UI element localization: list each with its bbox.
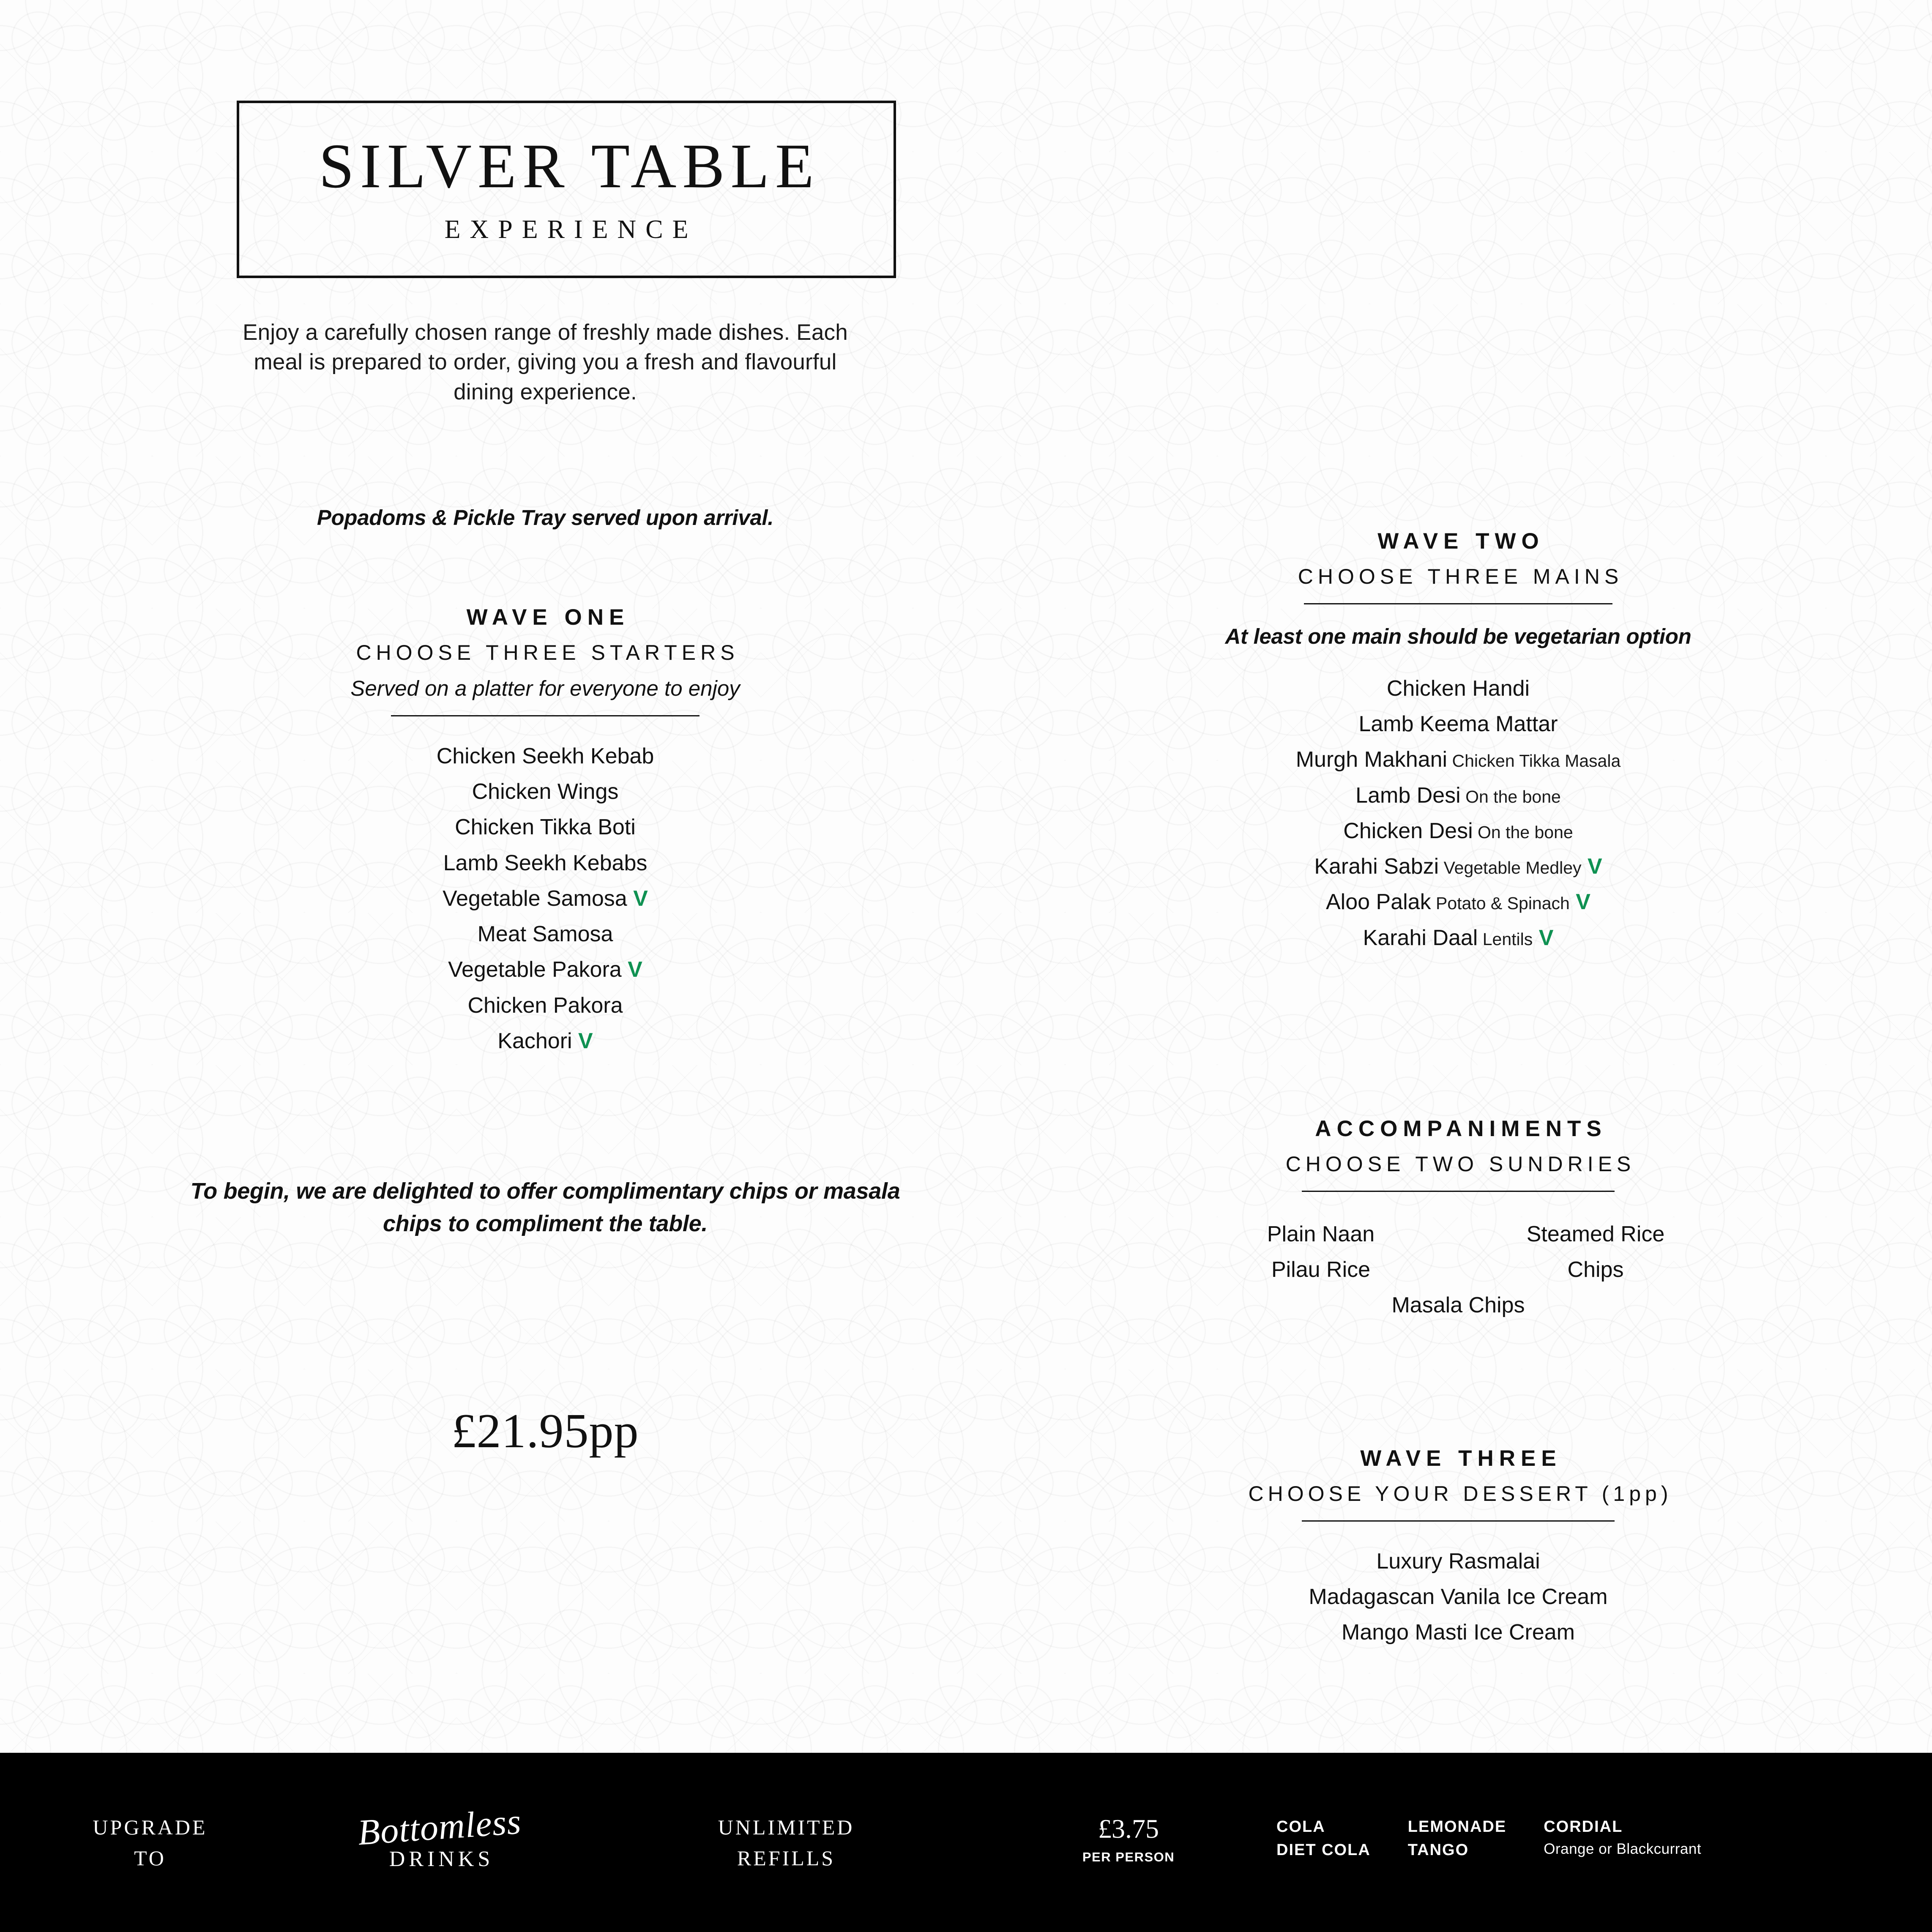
menu-item (203, 881, 888, 916)
footer-unlimited-refills (668, 1812, 905, 1873)
intro-paragraph: Enjoy a carefully chosen range of freshly made dishes. Each meal is prepared to order, giving you a fresh and flavourful dining experience. (243, 320, 848, 404)
wave-two-section (1044, 528, 1872, 956)
menu-item-name: Aloo Palak (1326, 890, 1431, 915)
menu-item-description: On the bone (1473, 822, 1573, 842)
footer-upgrade-line1: UPGRADE (93, 1815, 208, 1839)
footer-unlimited-line2: REFILLS (737, 1846, 836, 1870)
footer-bar (0, 1753, 1932, 1932)
wave-one-section (203, 549, 888, 1059)
menu-item (203, 774, 888, 809)
menu-item-description: Lentils (1478, 929, 1533, 949)
sundry-item: Masala Chips (1391, 1293, 1525, 1318)
vegetarian-marker: V (1581, 854, 1602, 879)
divider-rule (1302, 1520, 1615, 1522)
footer-flavour-group (1276, 1815, 1371, 1862)
menu-item (1044, 920, 1872, 956)
vegetarian-marker: V (1569, 890, 1590, 915)
menu-item-name: Chicken Desi (1343, 818, 1473, 843)
menu-item-name: Murgh Makhani (1295, 747, 1448, 772)
menu-item (1044, 706, 1872, 742)
menu-item (1044, 1615, 1872, 1650)
menu-item-name: Lamb Seekh Kebabs (443, 850, 648, 875)
complimentary-note: To begin, we are delighted to offer complimentary chips or masala chips to compliment the table. (190, 1178, 900, 1236)
menu-item-name: Meat Samosa (477, 922, 613, 947)
menu-item (203, 916, 888, 952)
wave-two-item-list (1044, 671, 1872, 956)
menu-item (1044, 1544, 1872, 1579)
menu-item-name: Karahi Sabzi (1314, 854, 1439, 879)
menu-item (1044, 813, 1872, 849)
vegetarian-marker: V (627, 886, 648, 911)
menu-item-name: Lamb Desi (1355, 783, 1461, 808)
brand-title: SILVER TABLE (319, 131, 820, 201)
footer-flavour-group (1408, 1815, 1506, 1862)
wave-one-item-list (203, 738, 888, 1059)
footer-price-note: PER PERSON (1082, 1850, 1175, 1864)
divider-rule (1304, 603, 1612, 604)
sundry-item: Steamed Rice (1526, 1222, 1665, 1246)
menu-item (203, 809, 888, 845)
wave-three-heading: WAVE THREE (1360, 1446, 1562, 1471)
footer-flavour-line1: LEMONADE (1407, 1818, 1507, 1836)
footer-price: £3.75 (1098, 1814, 1159, 1844)
price-per-person: £21.95pp (451, 1404, 639, 1458)
brand-subtitle: EXPERIENCE (444, 215, 698, 244)
menu-item (203, 1023, 888, 1059)
sundry-item: Pilau Rice (1271, 1257, 1371, 1282)
menu-item (1044, 742, 1872, 777)
vegetarian-marker: V (621, 957, 642, 982)
footer-flavour-list (1276, 1815, 1885, 1862)
vegetarian-marker: V (572, 1028, 593, 1053)
menu-item (203, 738, 888, 774)
sundry-item: Plain Naan (1267, 1222, 1375, 1246)
menu-item (1044, 1579, 1872, 1615)
brand-logo (237, 101, 896, 278)
menu-item-name: Mango Masti Ice Cream (1342, 1620, 1575, 1645)
accompaniments-heading: ACCOMPANIMENTS (1315, 1116, 1607, 1141)
menu-item-description: Chicken Tikka Masala (1447, 751, 1621, 771)
menu-item-name: Kachori (497, 1028, 572, 1053)
menu-item-name: Chicken Tikka Boti (455, 815, 636, 840)
menu-item-name: Chicken Wings (472, 779, 619, 804)
menu-item-name: Luxury Rasmalai (1376, 1549, 1540, 1574)
footer-upgrade-label (59, 1812, 241, 1873)
menu-item-description: On the bone (1460, 787, 1561, 806)
footer-price-block (1040, 1812, 1217, 1866)
footer-flavour-line2: TANGO (1407, 1841, 1469, 1859)
menu-item (1044, 884, 1872, 920)
sundry-item: Chips (1567, 1257, 1624, 1282)
menu-item-name: Vegetable Pakora (448, 957, 622, 982)
menu-item (1044, 849, 1872, 884)
menu-item-name: Chicken Pakora (467, 993, 623, 1018)
wave-one-subheading: CHOOSE THREE STARTERS (356, 641, 739, 664)
vegetarian-marker: V (1533, 925, 1554, 950)
wave-two-veg-note: At least one main should be vegetarian option (1225, 624, 1692, 648)
menu-item-name: Lamb Keema Mattar (1358, 712, 1558, 737)
divider-rule (391, 715, 700, 716)
footer-flavour-group (1544, 1815, 1701, 1862)
wave-one-heading: WAVE ONE (466, 605, 630, 630)
wave-one-note: Served on a platter for everyone to enjoy (350, 676, 740, 700)
footer-bottomless-drinks (309, 1801, 571, 1872)
footer-flavour-line2: DIET COLA (1276, 1841, 1371, 1859)
wave-three-item-list (1044, 1544, 1872, 1651)
footer-flavour-line2: Orange or Blackcurrant (1544, 1841, 1702, 1858)
menu-item-description: Potato & Spinach (1431, 894, 1570, 913)
wave-two-subheading: CHOOSE THREE MAINS (1298, 565, 1623, 588)
menu-item (203, 845, 888, 881)
divider-rule (1302, 1191, 1615, 1192)
menu-item-name: Madagascan Vanila Ice Cream (1309, 1585, 1608, 1610)
footer-upgrade-line2: TO (134, 1846, 166, 1870)
menu-item-name: Chicken Seekh Kebab (436, 744, 654, 768)
menu-item (1044, 778, 1872, 813)
wave-three-subheading: CHOOSE YOUR DESSERT (1pp) (1248, 1482, 1672, 1506)
popadoms-note: Popadoms & Pickle Tray served upon arrival. (317, 506, 774, 530)
footer-unlimited-line1: UNLIMITED (718, 1815, 855, 1839)
menu-item (203, 952, 888, 987)
menu-item-name: Karahi Daal (1363, 925, 1478, 950)
wave-two-heading: WAVE TWO (1377, 529, 1544, 554)
menu-item (1044, 671, 1872, 706)
menu-item (203, 988, 888, 1023)
menu-item-name: Vegetable Samosa (443, 886, 627, 911)
accompaniments-subheading: CHOOSE TWO SUNDRIES (1285, 1152, 1636, 1176)
menu-item-name: Chicken Handi (1386, 676, 1530, 701)
footer-bottomless-script: Bottomless (356, 1801, 523, 1853)
footer-flavour-line1: CORDIAL (1544, 1818, 1623, 1836)
accompaniments-section (1044, 1116, 1872, 1323)
sundries-list (1183, 1216, 1733, 1323)
footer-flavour-line1: COLA (1276, 1818, 1325, 1836)
wave-three-section (1044, 1446, 1872, 1651)
footer-drinks-label: DRINKS (389, 1847, 494, 1871)
menu-item-description: Vegetable Medley (1439, 858, 1582, 878)
